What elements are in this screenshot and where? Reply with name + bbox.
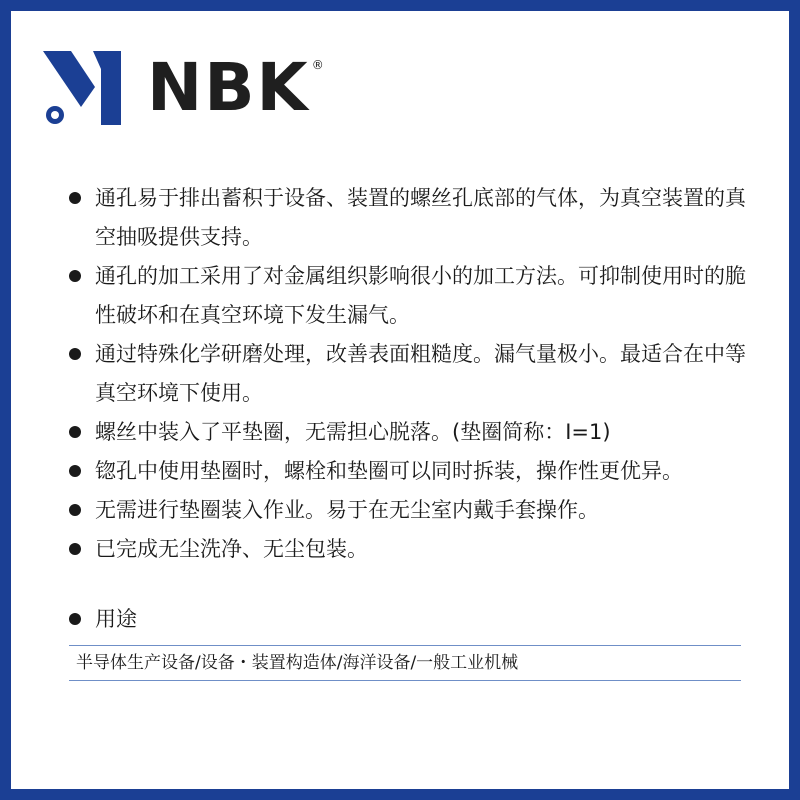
usage-text: 半导体生产设备/设备・装置构造体/海洋设备/一般工业机械 <box>76 653 519 673</box>
brand-name: NBK ® <box>147 49 326 126</box>
list-item: 通孔的加工采用了对金属组织影响很小的加工方法。可抑制使用时的脆性破坏和在真空环境下发生漏气。 <box>69 257 759 335</box>
list-item: 已完成无尘洗净、无尘包装。 <box>69 530 759 569</box>
brand-logo <box>43 49 326 129</box>
nbk-logo-icon <box>43 51 121 129</box>
registered-mark: ® <box>311 58 326 72</box>
feature-list <box>69 179 759 569</box>
list-item: 通过特殊化学研磨处理，改善表面粗糙度。漏气量极小。最适合在中等真空环境下使用。 <box>69 335 759 413</box>
list-item: 螺丝中装入了平垫圈，无需担心脱落。(垫圈简称：I=1) <box>69 413 759 452</box>
list-item: 通孔易于排出蓄积于设备、装置的螺丝孔底部的气体，为真空装置的真空抽吸提供支持。 <box>69 179 759 257</box>
usage-box <box>69 645 741 681</box>
usage-heading: 用途 <box>69 601 137 637</box>
list-item: 无需进行垫圈装入作业。易于在无尘室内戴手套操作。 <box>69 491 759 530</box>
list-item: 锪孔中使用垫圈时，螺栓和垫圈可以同时拆装，操作性更优异。 <box>69 452 759 491</box>
